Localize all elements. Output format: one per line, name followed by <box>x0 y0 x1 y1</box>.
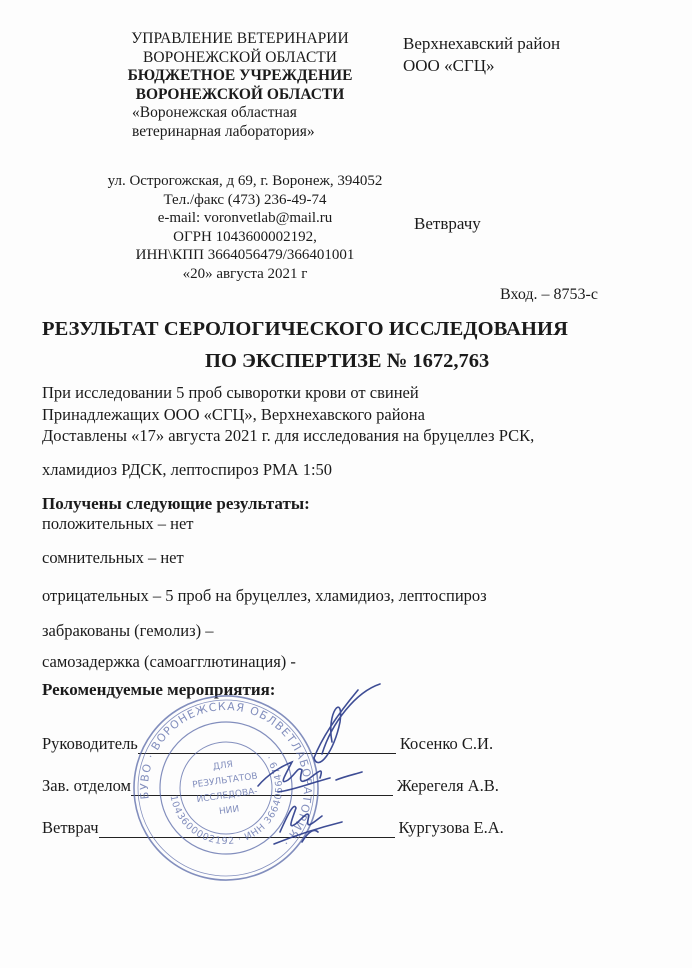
sender-contacts <box>60 172 430 283</box>
stamp-center-line: ДЛЯ <box>212 759 234 773</box>
sender-email: e-mail: voronvetlab@mail.ru <box>157 210 333 226</box>
recommendations-heading: Рекомендуемые мероприятия: <box>42 680 276 699</box>
sender-line: ВОРОНЕЖСКОЙ ОБЛАСТИ <box>135 85 345 103</box>
signature-role: Руководитель <box>42 734 138 753</box>
sender-address: ул. Острогожская, д 69, г. Воронеж, 394052 <box>107 173 383 189</box>
stamp-center-line: РЕЗУЛЬТАТОВ <box>191 771 259 791</box>
document-date: «20» августа 2021 г <box>182 265 308 282</box>
recipient-to: Ветврачу <box>414 214 481 233</box>
signature-name: Жерегеля А.В. <box>397 776 499 795</box>
recipient-district: Верхнехавский район <box>403 34 561 53</box>
intro-line: При исследовании 5 проб сыворотки крови от свиней <box>42 383 419 402</box>
sender-ogrn: ОГРН 1043600002192, <box>173 228 317 245</box>
incoming-number: Вход. – 8753-с <box>500 286 598 303</box>
sender-line: «Воронежская областная <box>132 104 297 121</box>
signature-name: Кургузова Е.А. <box>398 818 504 837</box>
stamp-inner-textpath: 1043600002192 · ИНН 3664056479 · <box>167 752 286 848</box>
signature-role: Ветврач <box>42 818 99 837</box>
signature-head-stroke <box>314 684 380 763</box>
results-heading: Получены следующие результаты: <box>42 494 310 513</box>
signature-role: Зав. отделом <box>42 776 131 795</box>
stamp-center-line: НИИ <box>218 804 240 818</box>
result-self-delay: самозадержка (самоагглютинация) - <box>42 652 296 671</box>
intro-line: Принадлежащих ООО «СГЦ», Верхнехавского района <box>42 404 425 424</box>
sender-block <box>60 30 420 141</box>
sender-inn-kpp: ИНН\КПП 3664056479/366401001 <box>135 247 355 263</box>
document-title: РЕЗУЛЬТАТ СЕРОЛОГИЧЕСКОГО ИССЛЕДОВАНИЯ <box>42 318 568 340</box>
official-stamp <box>118 682 398 882</box>
result-doubtful: сомнительных – нет <box>42 548 184 567</box>
sender-phone: Тел./факс (473) 236-49-74 <box>163 191 327 208</box>
stamp-outer-textpath: БУВО · ВОРОНЕЖСКАЯ ОБЛВЕТЛАБОРАТОРИЯ · <box>137 699 315 850</box>
result-positive: положительных – нет <box>42 514 194 533</box>
sender-line: УПРАВЛЕНИЕ ВЕТЕРИНАРИИ <box>131 30 349 47</box>
document-subtitle: ПО ЭКСПЕРТИЗЕ № 1672,763 <box>205 350 490 372</box>
intro-line: хламидиоз РДСК, лептоспироз РМА 1:50 <box>42 459 333 479</box>
result-rejected: забракованы (гемолиз) – <box>42 621 214 640</box>
sender-line: ветеринарная лаборатория» <box>132 122 315 140</box>
sender-line: БЮДЖЕТНОЕ УЧРЕЖДЕНИЕ <box>127 67 353 84</box>
stamp-center-line: ИССЛЕДОВА- <box>195 786 259 806</box>
signature-name: Косенко С.И. <box>399 734 494 753</box>
intro-line: Доставлены «17» августа 2021 г. для исследования на бруцеллез РСК, <box>42 426 535 445</box>
recipient-block <box>403 33 560 77</box>
intro-paragraph <box>42 382 534 480</box>
recipient-org: ООО «СГЦ» <box>403 56 495 75</box>
sender-line: ВОРОНЕЖСКОЙ ОБЛАСТИ <box>143 48 337 66</box>
result-negative: отрицательных – 5 проб на бруцеллез, хламидиоз, лептоспироз <box>42 586 487 605</box>
